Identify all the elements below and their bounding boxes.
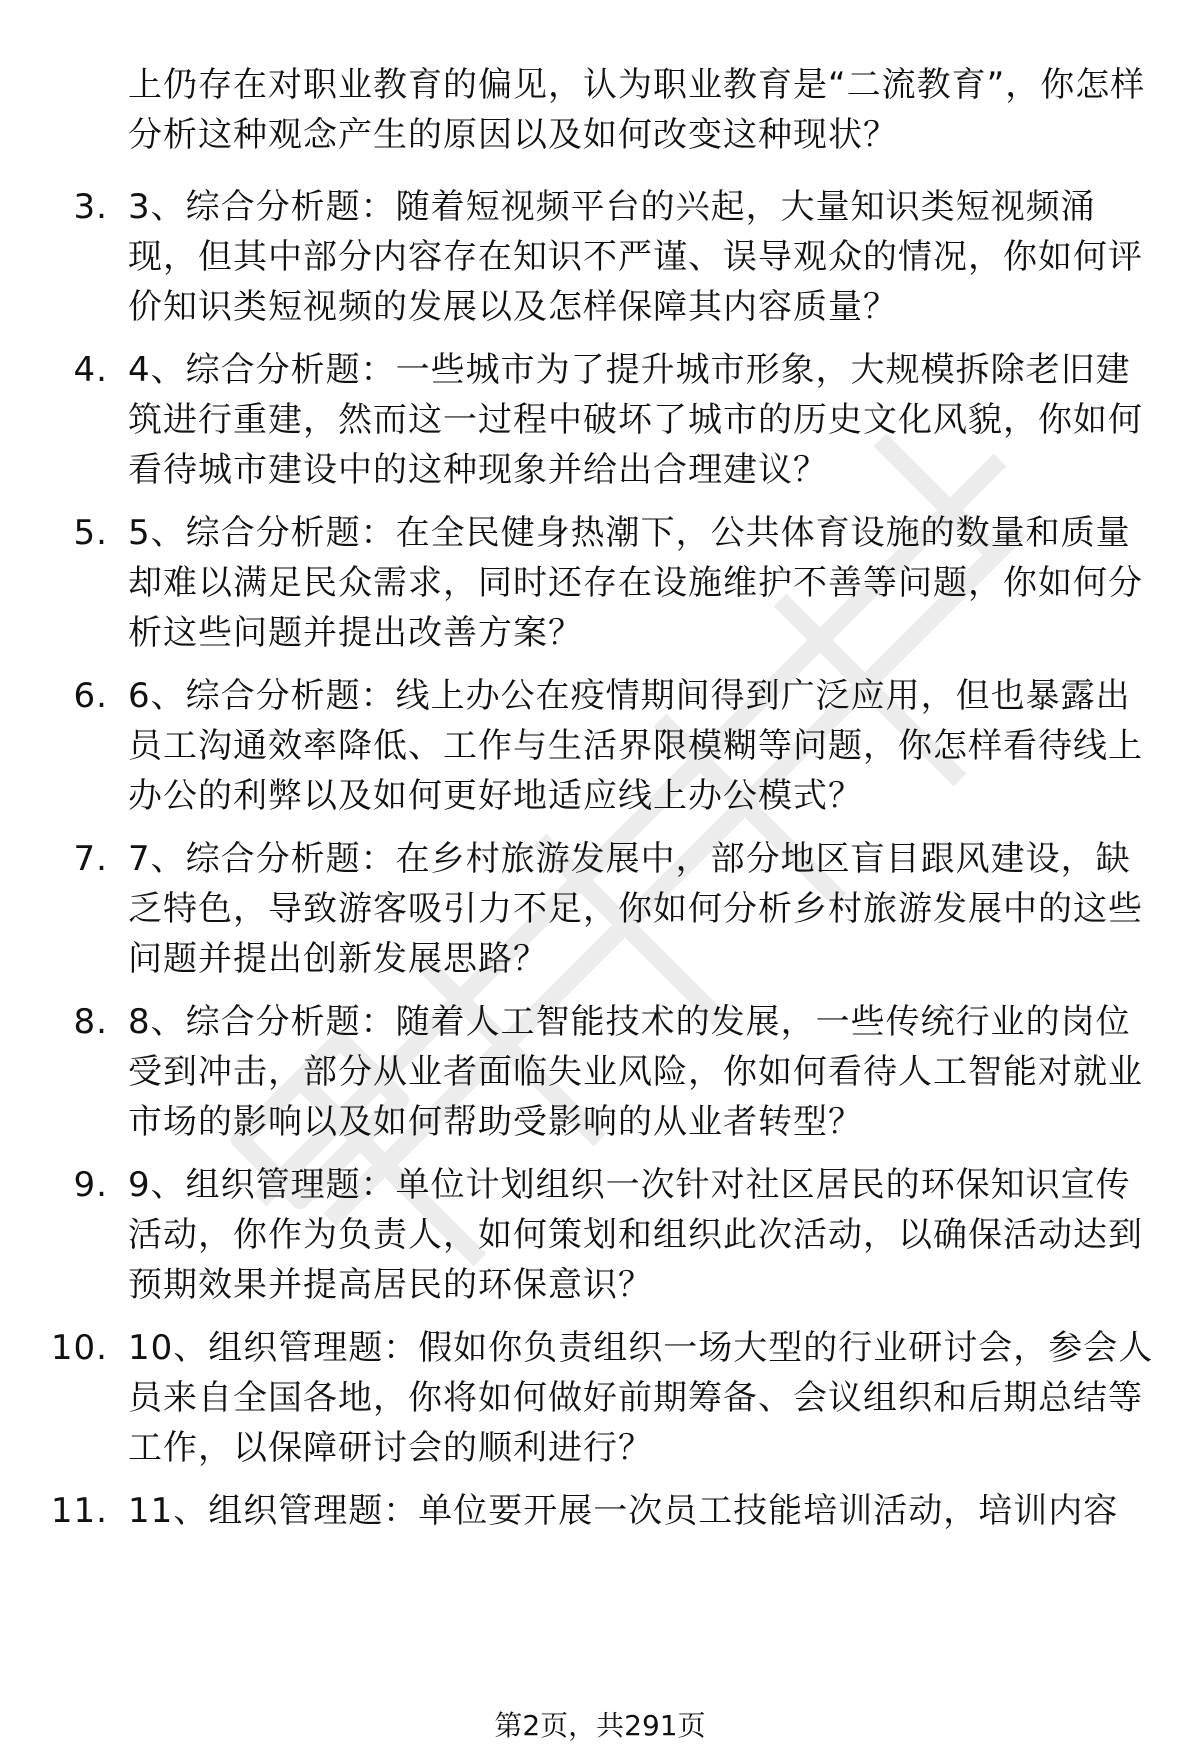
question-text: 8、综合分析题：随着人工智能技术的发展，一些传统行业的岗位受到冲击，部分从业者面临失业风险，你如何看待人工智能对就业市场的影响以及如何帮助受影响的从业者转型？ — [128, 1002, 1143, 1142]
question-number: 9. — [73, 1165, 108, 1205]
question-number: 11. — [50, 1491, 108, 1531]
question-text: 5、综合分析题：在全民健身热潮下，公共体育设施的数量和质量却难以满足民众需求，同时还存在设施维护不善等问题，你如何分析这些问题并提出改善方案？ — [128, 513, 1143, 653]
question-text: 10、组织管理题：假如你负责组织一场大型的行业研讨会，参会人员来自全国各地，你将如何做好前期筹备、会议组织和后期总结等工作，以保障研讨会的顺利进行？ — [128, 1328, 1154, 1468]
question-text: 7、综合分析题：在乡村旅游发展中，部分地区盲目跟风建设，缺乏特色，导致游客吸引力不足，你如何分析乡村旅游发展中的这些问题并提出创新发展思路？ — [128, 839, 1143, 979]
question-number: 10. — [50, 1328, 108, 1368]
question-text: 11、组织管理题：单位要开展一次员工技能培训活动，培训内容 — [128, 1491, 1119, 1531]
page-number-footer: 第2页，共291页 — [494, 1709, 706, 1742]
question-number: 4. — [73, 350, 108, 390]
question-text: 4、综合分析题：一些城市为了提升城市形象，大规模拆除老旧建筑进行重建，然而这一过程中破坏了城市的历史文化风貌，你如何看待城市建设中的这种现象并给出合理建议？ — [128, 350, 1143, 490]
question-number: 3. — [73, 187, 108, 227]
question-number: 5. — [73, 513, 108, 553]
question-text: 9、组织管理题：单位计划组织一次针对社区居民的环保知识宣传活动，你作为负责人，如何策划和组织此次活动，以确保活动达到预期效果并提高居民的环保意识？ — [128, 1165, 1143, 1305]
question-number: 7. — [73, 839, 108, 879]
question-number: 6. — [73, 676, 108, 716]
question-text: 6、综合分析题：线上办公在疫情期间得到广泛应用，但也暴露出员工沟通效率降低、工作与生活界限模糊等问题，你怎样看待线上办公的利弊以及如何更好地适应线上办公模式？ — [128, 676, 1143, 816]
question-text: 3、综合分析题：随着短视频平台的兴起，大量知识类短视频涌现，但其中部分内容存在知识不严谨、误导观众的情况，你如何评价知识类短视频的发展以及怎样保障其内容质量？ — [128, 187, 1143, 327]
question-number: 8. — [73, 1002, 108, 1042]
continued-question-text: 上仍存在对职业教育的偏见，认为职业教育是“二流教育”，你怎样分析这种观念产生的原因以及如何改变这种现状？ — [128, 65, 1146, 155]
